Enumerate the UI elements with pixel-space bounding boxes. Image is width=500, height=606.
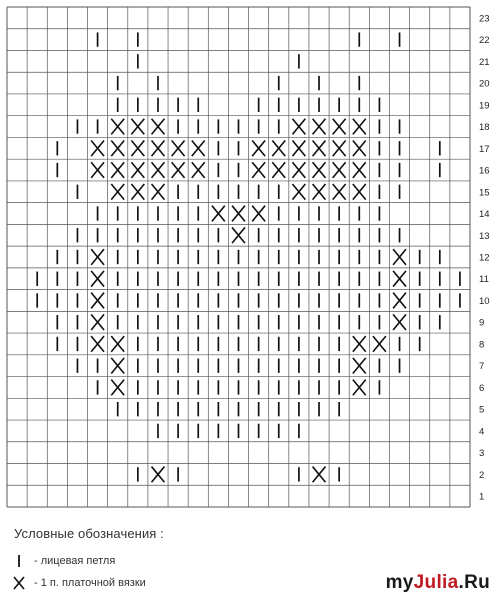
garter-stitch	[373, 336, 386, 352]
row-number-label: 3	[479, 448, 485, 460]
garter-stitch	[111, 140, 124, 156]
row-number-label: 7	[479, 361, 485, 373]
chart-row-20	[118, 76, 490, 90]
chart-row-4	[158, 424, 484, 438]
garter-stitch	[252, 140, 265, 156]
garter-stitch	[393, 314, 406, 330]
garter-stitch	[91, 140, 104, 156]
row-number-label: 15	[479, 187, 490, 199]
garter-stitch-icon	[12, 575, 26, 591]
row-number-label: 19	[479, 100, 490, 112]
row-number-label: 13	[479, 230, 490, 242]
row-number-label: 9	[479, 317, 485, 329]
chart-row-5	[118, 402, 485, 416]
garter-stitch	[292, 119, 305, 135]
garter-stitch	[91, 162, 104, 178]
chart-row-8	[57, 336, 484, 352]
garter-stitch	[333, 140, 346, 156]
row-number-label: 4	[479, 426, 485, 438]
garter-stitch	[313, 184, 326, 200]
chart-row-14	[98, 206, 490, 222]
row-number-label: 14	[479, 209, 490, 221]
garter-stitch	[272, 140, 285, 156]
garter-stitch	[232, 227, 245, 243]
chart-row-3	[479, 448, 484, 459]
garter-stitch	[353, 119, 366, 135]
garter-stitch	[353, 336, 366, 352]
garter-stitch	[353, 140, 366, 156]
row-number-label: 6	[479, 382, 485, 394]
garter-stitch	[292, 140, 305, 156]
garter-stitch	[393, 271, 406, 287]
garter-stitch	[353, 162, 366, 178]
garter-stitch	[192, 162, 205, 178]
garter-stitch	[91, 271, 104, 287]
site-logo: myJulia.Ru	[385, 572, 490, 593]
garter-stitch	[131, 162, 144, 178]
garter-stitch	[333, 119, 346, 135]
row-number-label: 12	[479, 252, 490, 264]
garter-stitch	[111, 119, 124, 135]
garter-stitch	[393, 249, 406, 265]
garter-stitch	[393, 293, 406, 309]
row-number-label: 16	[479, 165, 490, 177]
garter-stitch	[91, 336, 104, 352]
chart-row-10	[37, 293, 489, 309]
row-number-label: 18	[479, 122, 490, 134]
row-number-label: 1	[479, 491, 485, 503]
garter-stitch	[192, 140, 205, 156]
garter-stitch	[313, 140, 326, 156]
garter-stitch	[152, 184, 165, 200]
chart-row-19	[118, 98, 490, 112]
garter-stitch	[131, 119, 144, 135]
knit-stitch-icon	[12, 553, 26, 569]
garter-stitch	[353, 184, 366, 200]
garter-stitch	[353, 358, 366, 374]
chart-row-23	[479, 13, 490, 24]
row-number-label: 17	[479, 143, 490, 155]
row-number-label: 2	[479, 469, 485, 481]
garter-stitch	[111, 380, 124, 396]
chart-row-21	[138, 54, 490, 68]
legend-item-garter-label: - 1 п. платочной вязки	[34, 577, 146, 589]
row-number-label: 5	[479, 404, 485, 416]
chart-row-18	[77, 119, 489, 135]
chart-row-16	[57, 162, 489, 178]
garter-stitch	[152, 119, 165, 135]
garter-stitch	[91, 314, 104, 330]
chart-row-12	[57, 249, 489, 265]
chart-row-2	[138, 467, 484, 483]
garter-stitch	[131, 140, 144, 156]
row-number-label: 20	[479, 78, 490, 90]
garter-stitch	[91, 249, 104, 265]
garter-stitch	[111, 184, 124, 200]
garter-stitch	[252, 162, 265, 178]
garter-stitch	[152, 467, 165, 483]
row-number-label: 8	[479, 339, 485, 351]
garter-stitch	[292, 184, 305, 200]
garter-stitch	[172, 140, 185, 156]
chart-row-6	[98, 380, 485, 396]
garter-stitch	[313, 467, 326, 483]
garter-stitch	[111, 358, 124, 374]
garter-stitch	[111, 336, 124, 352]
garter-stitch	[111, 162, 124, 178]
legend-item-knit-label: - лицевая петля	[34, 555, 116, 567]
legend-item-garter	[12, 575, 146, 591]
garter-stitch	[313, 162, 326, 178]
garter-stitch	[172, 162, 185, 178]
row-number-label: 10	[479, 295, 490, 307]
garter-stitch	[91, 293, 104, 309]
row-number-label: 11	[479, 274, 489, 286]
chart-row-22	[98, 32, 490, 46]
garter-stitch	[212, 206, 225, 222]
garter-stitch	[252, 206, 265, 222]
chart-row-11	[37, 271, 489, 287]
legend-title: Условные обозначения :	[14, 526, 164, 541]
garter-stitch	[333, 184, 346, 200]
garter-stitch	[272, 162, 285, 178]
row-number-label: 23	[479, 13, 490, 25]
chart-row-7	[77, 358, 484, 374]
garter-stitch	[152, 140, 165, 156]
garter-stitch	[232, 206, 245, 222]
chart-row-15	[77, 184, 489, 200]
garter-stitch	[313, 119, 326, 135]
garter-stitch	[353, 380, 366, 396]
garter-stitch	[333, 162, 346, 178]
chart-row-1	[479, 492, 484, 503]
chart-row-13	[77, 227, 489, 243]
garter-stitch	[131, 184, 144, 200]
garter-stitch	[292, 162, 305, 178]
garter-stitch	[152, 162, 165, 178]
legend-item-knit	[12, 553, 115, 569]
chart-row-17	[57, 140, 489, 156]
chart-row-9	[57, 314, 484, 330]
row-number-label: 22	[479, 35, 490, 47]
row-number-label: 21	[479, 56, 490, 68]
